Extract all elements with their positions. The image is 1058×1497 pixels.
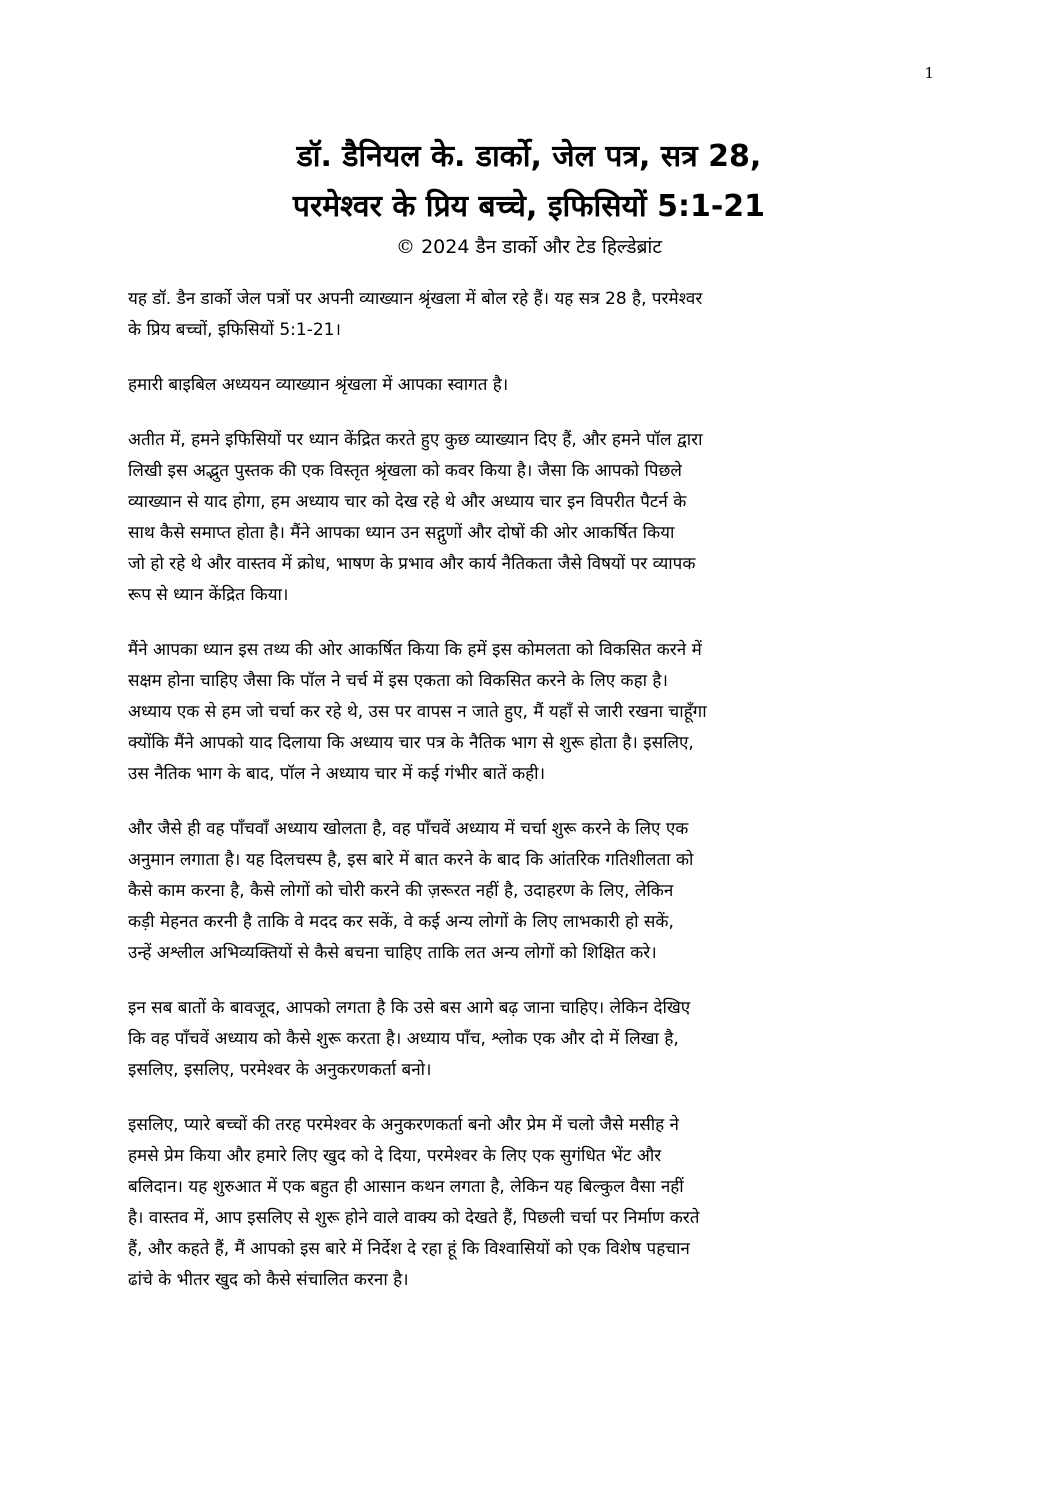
document-title-line-1: डॉ. डैनियल के. डार्को, जेल पत्र, सत्र 28,: [296, 139, 762, 174]
paragraph-line: हमारी बाइबिल अध्ययन व्याख्यान श्रृंखला में आपका स्वागत है।: [128, 375, 509, 395]
paragraph-line: बलिदान। यह शुरुआत में एक बहुत ही आसान कथन लगता है, लेकिन यह बिल्कुल वैसा नहीं: [128, 1177, 684, 1197]
paragraph-line: यह डॉ. डैन डार्को जेल पत्रों पर अपनी व्याख्यान श्रृंखला में बोल रहे हैं। यह सत्र 28 है, परमेश्वर: [128, 289, 703, 309]
title-block: [100, 132, 958, 262]
paragraph-line: उन्हें अश्लील अभिव्यक्तियों से कैसे बचना चाहिए ताकि लत अन्य लोगों को शिक्षित करे।: [128, 943, 657, 963]
paragraph-line: है। वास्तव में, आप इसलिए से शुरू होने वाले वाक्य को देखते हैं, पिछली चर्चा पर निर्माण करते: [128, 1208, 700, 1228]
paragraph-line: कैसे काम करना है, कैसे लोगों को चोरी करने की ज़रूरत नहीं है, उदाहरण के लिए, लेकिन: [128, 881, 674, 901]
paragraph-line: इन सब बातों के बावजूद, आपको लगता है कि उसे बस आगे बढ़ जाना चाहिए। लेकिन देखिए: [128, 998, 691, 1018]
paragraph: [128, 1110, 933, 1296]
paragraph-line: मैंने आपका ध्यान इस तथ्य की ओर आकर्षित किया कि हमें इस कोमलता को विकसित करने में: [128, 640, 702, 660]
document-title-line-2: परमेश्वर के प्रिय बच्चे, इफिसियों 5:1-21: [292, 189, 766, 224]
paragraph-line: रूप से ध्यान केंद्रित किया।: [128, 585, 289, 605]
page-number: 1: [924, 64, 934, 82]
body-text: [128, 284, 933, 1320]
paragraph: [128, 993, 933, 1086]
paragraph-line: उस नैतिक भाग के बाद, पॉल ने अध्याय चार में कई गंभीर बातें कही।: [128, 764, 546, 784]
copyright-text: 2024 डैन डार्को और टेड हिल्डेब्रांट: [421, 236, 662, 258]
paragraph-line: अनुमान लगाता है। यह दिलचस्प है, इस बारे में बात करने के बाद कि आंतरिक गतिशीलता को: [128, 850, 694, 870]
paragraph-line: इसलिए, इसलिए, परमेश्वर के अनुकरणकर्ता बनो।: [128, 1060, 432, 1080]
paragraph-line: इसलिए, प्यारे बच्चों की तरह परमेश्वर के अनुकरणकर्ता बनो और प्रेम में चलो जैसे मसीह ने: [128, 1115, 679, 1135]
paragraph-line: साथ कैसे समाप्त होता है। मैंने आपका ध्यान उन सद्गुणों और दोषों की ओर आकर्षित किया: [128, 523, 675, 543]
paragraph-line: हमसे प्रेम किया और हमारे लिए खुद को दे दिया, परमेश्वर के लिए एक सुगंधित भेंट और: [128, 1146, 662, 1166]
copyright-symbol: ©: [396, 236, 416, 258]
paragraph-line: ढांचे के भीतर खुद को कैसे संचालित करना है।: [128, 1270, 409, 1290]
paragraph-line: व्याख्यान से याद होगा, हम अध्याय चार को देख रहे थे और अध्याय चार इन विपरीत पैटर्न के: [128, 492, 687, 512]
paragraph: [128, 635, 933, 790]
paragraph: [128, 370, 933, 401]
paragraph-line: कड़ी मेहनत करनी है ताकि वे मदद कर सकें, वे कई अन्य लोगों के लिए लाभकारी हो सकें,: [128, 912, 674, 932]
paragraph: [128, 284, 933, 346]
copyright-notice: [100, 232, 958, 262]
paragraph-line: और जैसे ही वह पाँचवाँ अध्याय खोलता है, वह पाँचवें अध्याय में चर्चा शुरू करने के लिए एक: [128, 819, 689, 839]
paragraph-line: कि वह पाँचवें अध्याय को कैसे शुरू करता है। अध्याय पाँच, श्लोक एक और दो में लिखा है,: [128, 1029, 679, 1049]
paragraph-line: क्योंकि मैंने आपको याद दिलाया कि अध्याय चार पत्र के नैतिक भाग से शुरू होता है। इसलिए,: [128, 733, 694, 753]
paragraph: [128, 814, 933, 969]
paragraph-line: जो हो रहे थे और वास्तव में क्रोध, भाषण के प्रभाव और कार्य नैतिकता जैसे विषयों पर व्यापक: [128, 554, 696, 574]
paragraph-line: हैं, और कहते हैं, मैं आपको इस बारे में निर्देश दे रहा हूं कि विश्वासियों को एक विशेष पहचान: [128, 1239, 690, 1259]
paragraph-line: सक्षम होना चाहिए जैसा कि पॉल ने चर्च में इस एकता को विकसित करने के लिए कहा है।: [128, 671, 668, 691]
paragraph-line: लिखी इस अद्भुत पुस्तक की एक विस्तृत श्रृंखला को कवर किया है। जैसा कि आपको पिछले: [128, 461, 682, 481]
paragraph: [128, 425, 933, 611]
paragraph-line: के प्रिय बच्चों, इफिसियों 5:1-21।: [128, 320, 341, 340]
paragraph-line: अध्याय एक से हम जो चर्चा कर रहे थे, उस पर वापस न जाते हुए, मैं यहाँ से जारी रखना चाहूँगा: [128, 702, 707, 722]
paragraph-line: अतीत में, हमने इफिसियों पर ध्यान केंद्रित करते हुए कुछ व्याख्यान दिए हैं, और हमने पॉल द्वारा: [128, 430, 703, 450]
